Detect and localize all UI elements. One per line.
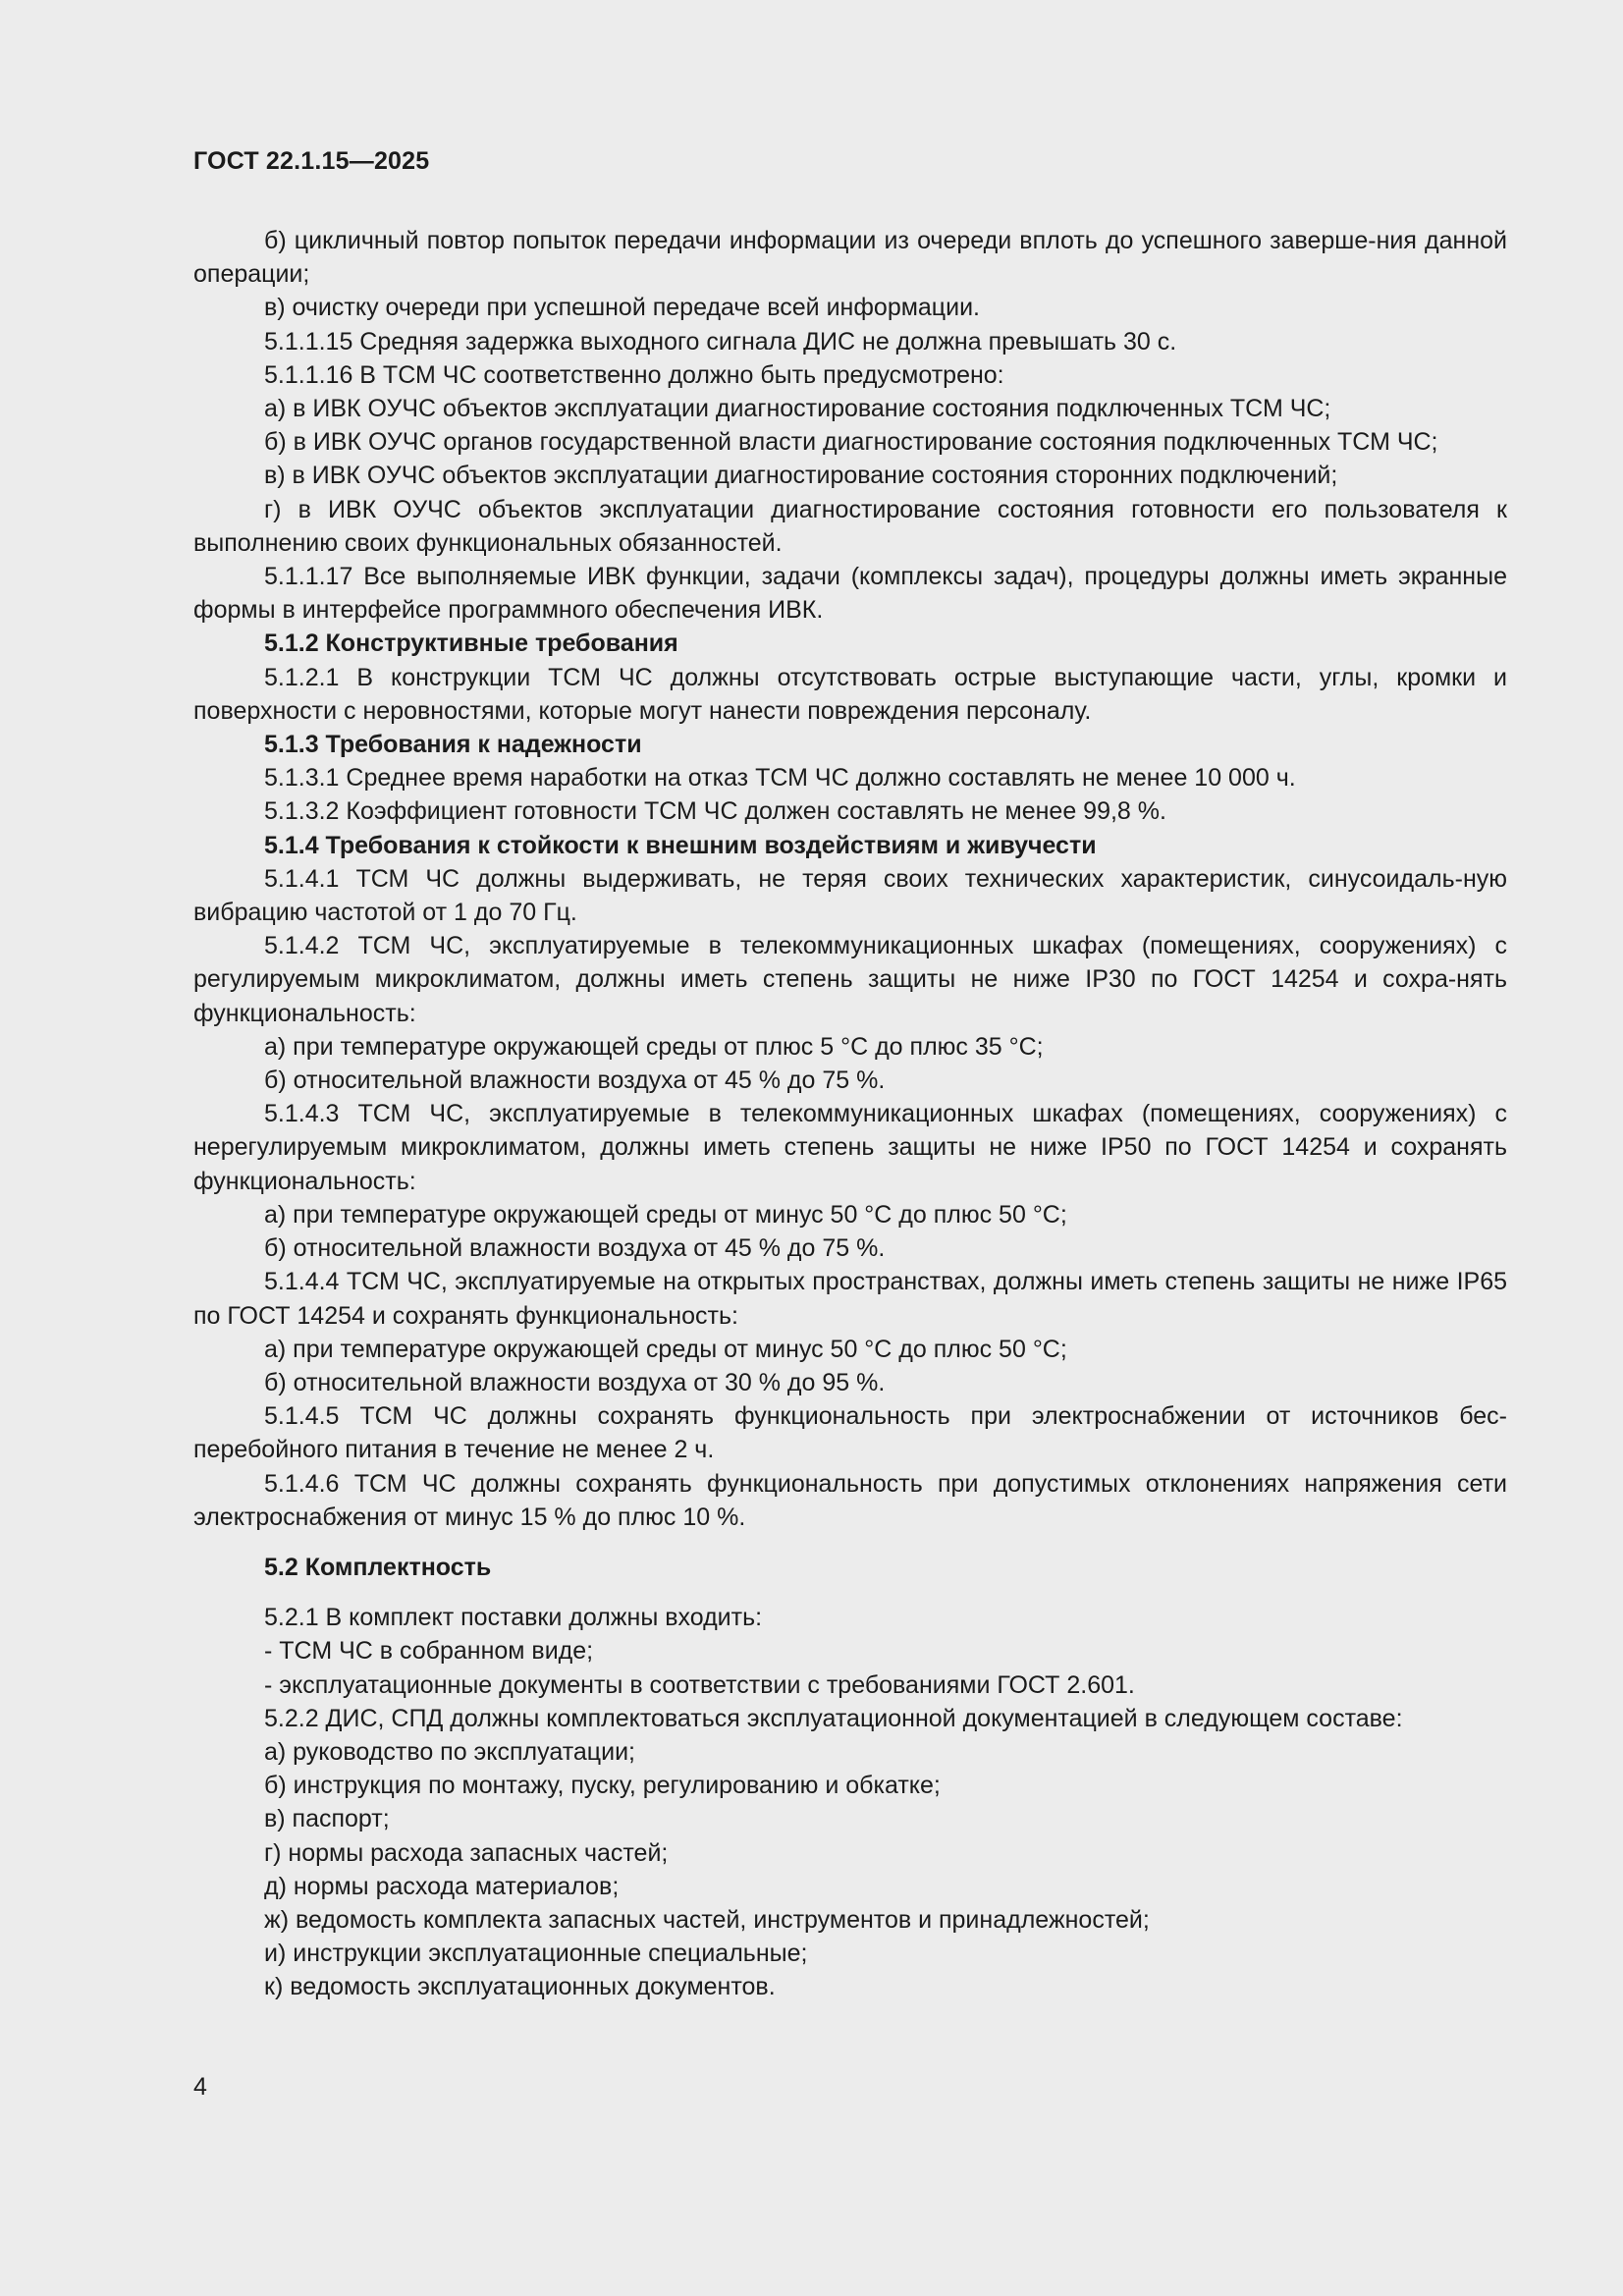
section-heading-h513: 5.1.3 Требования к надежности bbox=[264, 731, 642, 759]
paragraph-p28: 5.2.2 ДИС, СПД должны комплектоваться эксплуатационной документацией в следующем составе: bbox=[264, 1704, 1403, 1732]
paragraph-p15: а) при температуре окружающей среды от плюс 5 °С до плюс 35 °С; bbox=[264, 1032, 1044, 1061]
paragraph-p13: 5.1.4.1 ТСМ ЧС должны выдерживать, не теряя своих технических характеристик, синусоидаль-ную вибрацию частотой от 1 до 70 Гц. bbox=[193, 864, 1507, 927]
paragraph-p09: 5.1.1.17 Все выполняемые ИВК функции, задачи (комплексы задач), процедуры должны иметь экранные формы в интерфейсе программного обеспечения ИВК. bbox=[193, 563, 1507, 625]
paragraph-p20: 5.1.4.4 ТСМ ЧС, эксплуатируемые на открытых пространствах, должны иметь степень защиты не ниже IP65 по ГОСТ 14254 и сохранять функциональность: bbox=[193, 1268, 1507, 1330]
paragraph-p01: б) цикличный повтор попыток передачи информации из очереди вплоть до успешного заверше-ния данной операции; bbox=[193, 227, 1507, 289]
paragraph-p05: а) в ИВК ОУЧС объектов эксплуатации диагностирование состояния подключенных ТСМ ЧС; bbox=[264, 395, 1331, 423]
paragraph-p29: а) руководство по эксплуатации; bbox=[264, 1737, 635, 1766]
paragraph-p11: 5.1.3.1 Среднее время наработки на отказ ТСМ ЧС должно составлять не менее 10 000 ч. bbox=[264, 764, 1296, 793]
paragraph-p23: 5.1.4.5 ТСМ ЧС должны сохранять функциональность при электроснабжении от источников бес-перебойного питания в течение не менее 2 ч. bbox=[193, 1402, 1507, 1464]
standard-designation: ГОСТ 22.1.15—2025 bbox=[193, 147, 430, 175]
section-heading-h52: 5.2 Комплектность bbox=[264, 1553, 492, 1581]
paragraph-p02: в) очистку очереди при успешной передаче всей информации. bbox=[264, 294, 981, 322]
section-heading-h514: 5.1.4 Требования к стойкости к внешним воздействиям и живучести bbox=[264, 831, 1097, 859]
section-heading-h512: 5.1.2 Конструктивные требования bbox=[264, 629, 678, 658]
paragraph-p16: б) относительной влажности воздуха от 45 % до 75 %. bbox=[264, 1066, 886, 1095]
paragraph-p03: 5.1.1.15 Средняя задержка выходного сигнала ДИС не должна превышать 30 с. bbox=[264, 327, 1177, 355]
paragraph-p14: 5.1.4.2 ТСМ ЧС, эксплуатируемые в телекоммуникационных шкафах (помещениях, сооружениях) с регулируемым микроклиматом, должны иметь степень защиты не ниже IP30 по ГОСТ 14254 и сохра-нять функциональность: bbox=[193, 932, 1507, 1027]
paragraph-p24: 5.1.4.6 ТСМ ЧС должны сохранять функциональность при допустимых отклонениях напряжения сети электроснабжения от минус 15 % до плюс 10 %. bbox=[193, 1469, 1507, 1531]
paragraph-p26: - ТСМ ЧС в собранном виде; bbox=[264, 1637, 594, 1666]
paragraph-p25: 5.2.1 В комплект поставки должны входить: bbox=[264, 1604, 763, 1632]
paragraph-p32: г) нормы расхода запасных частей; bbox=[264, 1838, 669, 1867]
paragraph-p04: 5.1.1.16 В ТСМ ЧС соответственно должно быть предусмотрено: bbox=[264, 360, 1004, 389]
paragraph-p12: 5.1.3.2 Коэффициент готовности ТСМ ЧС должен составлять не менее 99,8 %. bbox=[264, 797, 1166, 826]
paragraph-p19: б) относительной влажности воздуха от 45 % до 75 %. bbox=[264, 1234, 886, 1263]
page-number: 4 bbox=[193, 2073, 207, 2101]
document-body bbox=[193, 224, 1507, 2004]
paragraph-p31: в) паспорт; bbox=[264, 1805, 390, 1833]
paragraph-p22: б) относительной влажности воздуха от 30 % до 95 %. bbox=[264, 1368, 886, 1396]
paragraph-p10: 5.1.2.1 В конструкции ТСМ ЧС должны отсутствовать острые выступающие части, углы, кромки и поверхности с неровностями, которые могут нанести повреждения персоналу. bbox=[193, 663, 1507, 725]
paragraph-p17: 5.1.4.3 ТСМ ЧС, эксплуатируемые в телекоммуникационных шкафах (помещениях, сооружениях) с нерегулируемым микроклиматом, должны иметь степень защиты не ниже IP50 по ГОСТ 14254 и сохранять функциональность: bbox=[193, 1100, 1507, 1195]
paragraph-p21: а) при температуре окружающей среды от минус 50 °С до плюс 50 °С; bbox=[264, 1335, 1067, 1363]
paragraph-p35: и) инструкции эксплуатационные специальные; bbox=[264, 1940, 808, 1968]
paragraph-p34: ж) ведомость комплекта запасных частей, инструментов и принадлежностей; bbox=[264, 1905, 1150, 1934]
paragraph-p27: - эксплуатационные документы в соответствии с требованиями ГОСТ 2.601. bbox=[264, 1670, 1135, 1699]
paragraph-p36: к) ведомость эксплуатационных документов. bbox=[264, 1973, 776, 2001]
paragraph-p18: а) при температуре окружающей среды от минус 50 °С до плюс 50 °С; bbox=[264, 1200, 1067, 1229]
paragraph-p06: б) в ИВК ОУЧС органов государственной власти диагностирование состояния подключенных ТСМ ЧС; bbox=[264, 428, 1438, 457]
paragraph-p08: г) в ИВК ОУЧС объектов эксплуатации диагностирование состояния готовности его пользователя к выполнению своих функциональных обязанностей. bbox=[193, 495, 1507, 557]
paragraph-p33: д) нормы расхода материалов; bbox=[264, 1872, 620, 1900]
paragraph-p07: в) в ИВК ОУЧС объектов эксплуатации диагностирование состояния сторонних подключений; bbox=[264, 462, 1338, 490]
paragraph-p30: б) инструкция по монтажу, пуску, регулированию и обкатке; bbox=[264, 1772, 941, 1800]
